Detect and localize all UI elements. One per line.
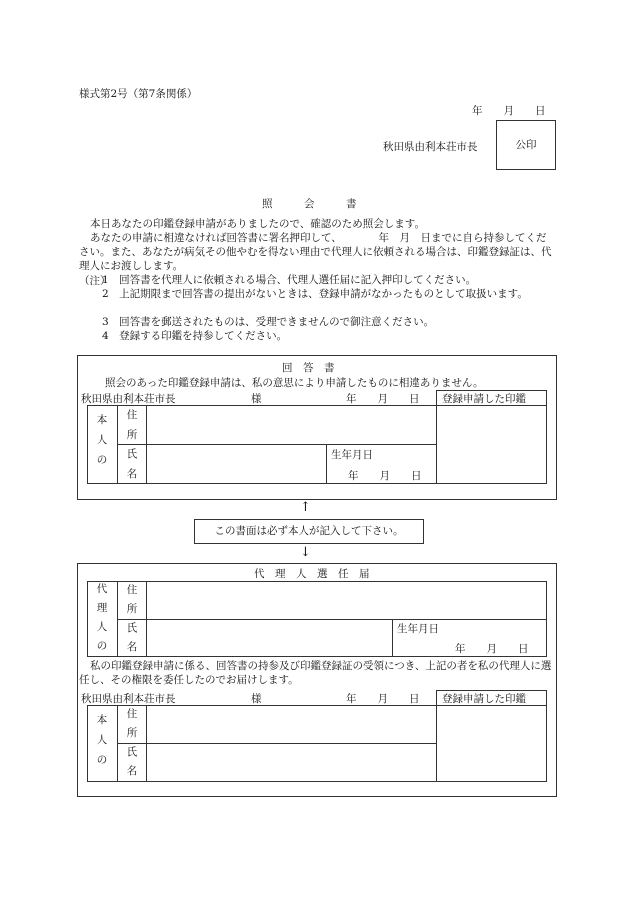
reply-birth-label: 生年月日: [331, 449, 373, 461]
notice-paragraph-2: あなたの申請に相違なければ回答書に署名押印して、 年 月 日までに自ら持参してください。また、あなたが病気その他やむを得ない理由で代理人に依頼される場合は、印鑑登録証は、代理人にお渡しします。: [79, 232, 552, 272]
reply-date: 年 月 日: [346, 393, 420, 405]
reply-seal-header: 登録申請した印鑑: [442, 393, 526, 405]
official-seal-box: [496, 120, 556, 170]
header-date: 年 月 日: [472, 105, 546, 117]
proxy-label-char-4: の: [96, 640, 108, 652]
proxy-row-divider: [117, 619, 547, 620]
proxy-seal-header: 登録申請した印鑑: [442, 693, 526, 705]
proxy-name-char-2: 名: [126, 641, 138, 653]
proxy-recipient: 秋田県由利本荘市長: [81, 693, 176, 705]
proxy-name-char-1: 氏: [126, 622, 138, 634]
proxy-honorific: 様: [251, 693, 262, 705]
proxy-label-char-1: 代: [96, 583, 108, 595]
reply-person-char-2: 人: [96, 434, 108, 446]
proxy-label: [94, 580, 110, 656]
instruction-text: この書面は必ず本人が記入して下さい。: [214, 525, 404, 537]
reply-name-label: [124, 444, 140, 484]
reply-address-label: [124, 405, 140, 445]
instruction-box: [194, 519, 424, 544]
reply-row-divider: [117, 444, 437, 445]
proxy-name-label: [124, 619, 140, 657]
proxy-person-name-label: [124, 743, 140, 781]
proxy-person-name-char-2: 名: [126, 765, 138, 777]
proxy-person-address-char-1: 住: [126, 708, 138, 720]
proxy-person-row-divider: [117, 743, 437, 744]
proxy-birth-divider: [392, 619, 393, 657]
note-4: 4 登録する印鑑を持参してください。: [102, 330, 288, 342]
recipient: 秋田県由利本荘市長: [383, 141, 478, 153]
proxy-date: 年 月 日: [346, 693, 420, 705]
reply-person-label: [94, 410, 110, 470]
proxy-birth-date: 年 月 日: [455, 643, 529, 655]
reply-address-char-2: 所: [126, 429, 138, 441]
official-seal-label: 公印: [515, 139, 537, 151]
reply-name-char-1: 氏: [126, 448, 138, 460]
proxy-person-char-1: 本: [96, 714, 108, 726]
proxy-statement: 私の印鑑登録申請に係る、回答書の持参及び印鑑登録証の受領につき、上記の者を私の代理人に選任し、その権限を委任したのでお届けします。: [79, 660, 552, 686]
proxy-label-char-3: 人: [96, 621, 108, 633]
notes-label: （注）: [79, 275, 111, 287]
proxy-person-address-char-2: 所: [126, 727, 138, 739]
reply-person-char-3: の: [96, 454, 108, 466]
reply-birth-date: 年 月 日: [348, 470, 422, 482]
note-3: 3 回答書を郵送されたものは、受理できませんので御注意ください。: [102, 316, 435, 328]
proxy-person-address-label: [124, 705, 140, 743]
proxy-person-char-3: の: [96, 754, 108, 766]
proxy-birth-label: 生年月日: [397, 623, 439, 635]
notice-paragraph-1: 本日あなたの印鑑登録申請がありましたので、確認のため照会します。: [90, 218, 425, 230]
proxy-address-char-1: 住: [126, 584, 138, 596]
down-arrow-icon: ↓: [300, 545, 311, 560]
reply-birth-divider: [326, 444, 327, 484]
reply-person-char-1: 本: [96, 414, 108, 426]
reply-address-char-1: 住: [126, 409, 138, 421]
proxy-person-name-char-1: 氏: [126, 746, 138, 758]
up-arrow-icon: ↑: [300, 500, 311, 515]
note-1: 1 回答書を代理人に依頼される場合、代理人選任届に記入押印してください。: [102, 274, 477, 286]
reply-title: 回 答 書: [282, 362, 335, 374]
proxy-label-char-2: 理: [96, 602, 108, 614]
form-number: 様式第2号（第7条関係）: [79, 88, 198, 100]
proxy-title: 代 理 人 選 任 届: [254, 568, 370, 580]
proxy-address-label: [124, 581, 140, 619]
reply-honorific: 様: [251, 393, 262, 405]
reply-statement: 照会のあった印鑑登録申請は、私の意思により申請したものに相違ありません。: [105, 377, 484, 389]
note-2: 2 上記期限まで回答書の提出がないときは、登録申請がなかったものとして取扱います。: [102, 288, 528, 300]
proxy-address-char-2: 所: [126, 603, 138, 615]
proxy-person-char-2: 人: [96, 734, 108, 746]
reply-name-char-2: 名: [126, 468, 138, 480]
notice-title: 照 会 書: [262, 198, 357, 210]
proxy-person-label: [94, 710, 110, 770]
reply-recipient: 秋田県由利本荘市長: [81, 393, 176, 405]
